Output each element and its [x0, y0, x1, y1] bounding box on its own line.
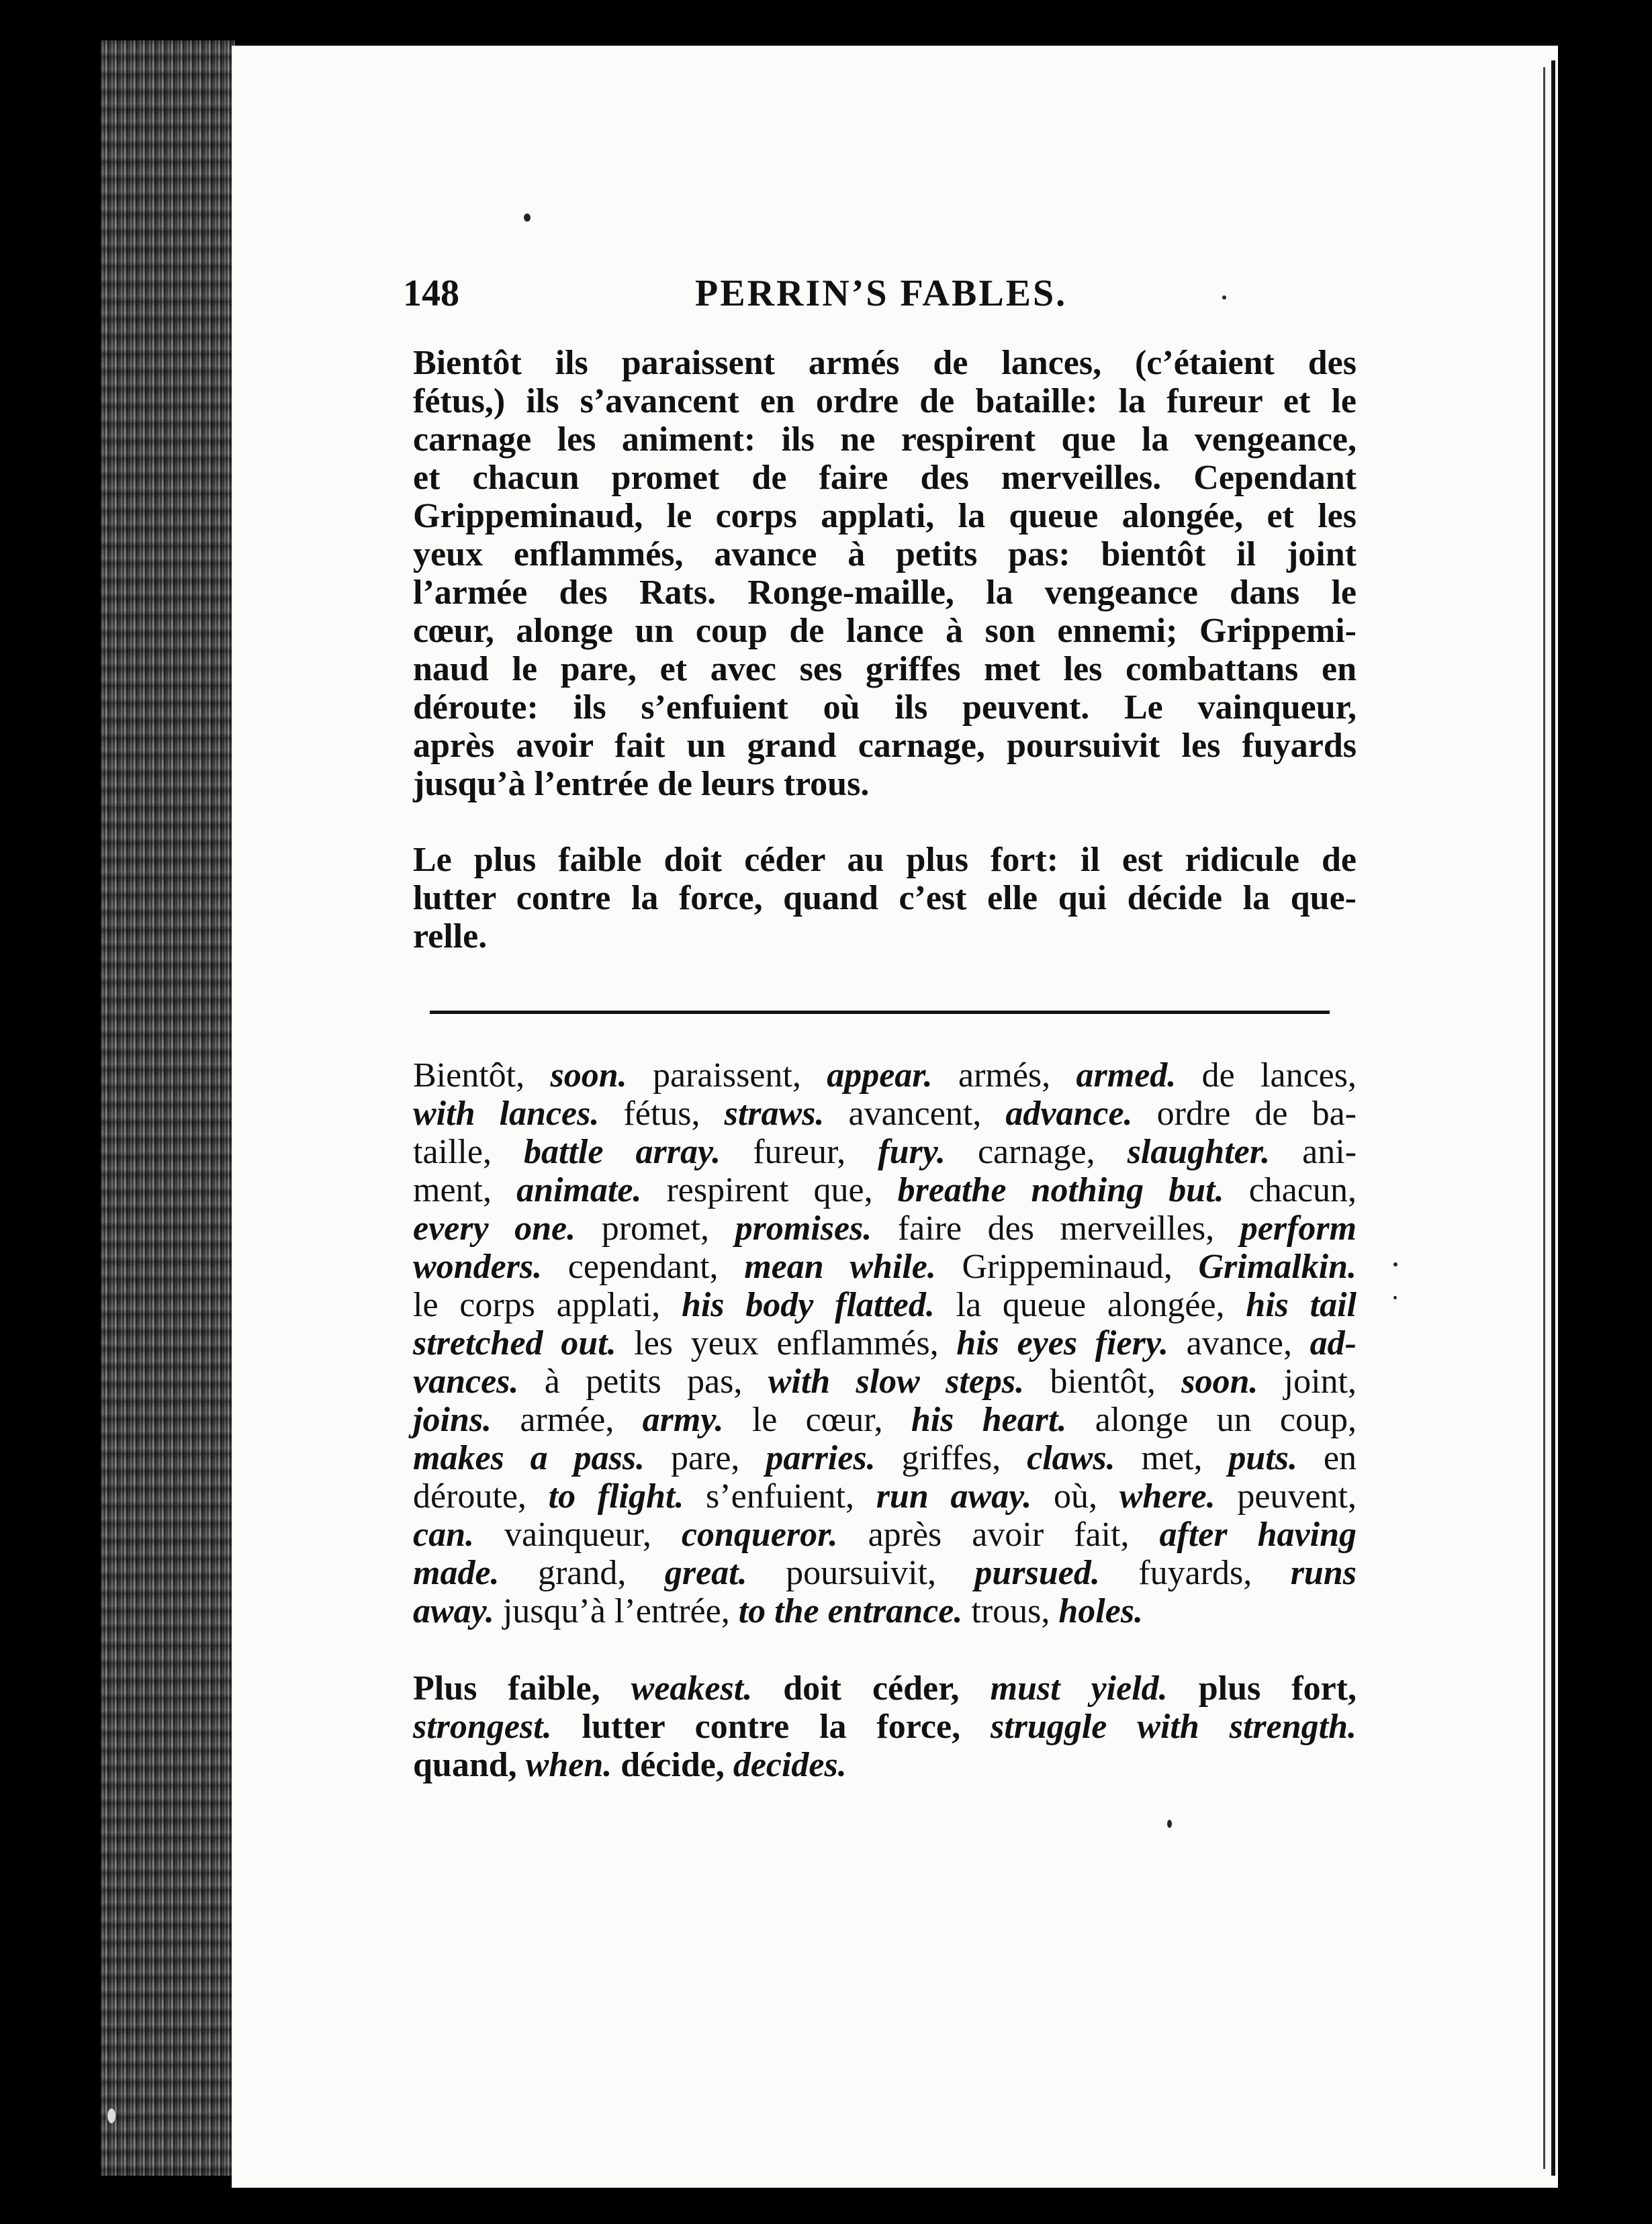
french-term: peuvent,: [1215, 1477, 1357, 1516]
french-term: la queue alongée,: [934, 1286, 1246, 1324]
text-line: fétus,) ils s’avancent en ordre de bataille: la fureur et le: [413, 382, 1357, 420]
french-term: ment,: [413, 1171, 517, 1209]
english-gloss: pursued.: [974, 1554, 1100, 1592]
english-gloss: animate.: [516, 1171, 642, 1209]
text-line: carnage les animent: ils ne respirent que la vengeance,: [413, 420, 1357, 459]
french-term: à petits pas,: [518, 1362, 768, 1401]
english-gloss: wonders.: [413, 1248, 543, 1286]
french-term: respirent que,: [641, 1171, 898, 1209]
english-gloss: every one.: [413, 1209, 576, 1248]
french-term: lutter contre la force,: [551, 1708, 991, 1746]
vocab-line: [413, 1669, 1357, 1708]
french-term: Bientôt,: [413, 1056, 551, 1095]
english-gloss: can.: [413, 1516, 474, 1554]
text-line: cœur, alonge un coup de lance à son ennemi; Grippemi-: [413, 612, 1357, 650]
vocab-line: [413, 1209, 1357, 1248]
page-number: 148: [403, 273, 459, 314]
french-term: trous,: [962, 1592, 1059, 1630]
french-term: carnage,: [945, 1133, 1128, 1171]
french-term: met,: [1115, 1439, 1229, 1477]
english-gloss: conqueror.: [681, 1516, 838, 1554]
french-term: jusqu’à l’entrée,: [494, 1592, 739, 1630]
vocab-line: [413, 1133, 1357, 1171]
french-term: cependant,: [542, 1248, 745, 1286]
running-head: [403, 272, 1357, 319]
english-gloss: appear.: [827, 1056, 933, 1095]
french-term: paraissent,: [627, 1056, 827, 1095]
french-term: bientôt,: [1024, 1362, 1182, 1401]
french-term: avancent,: [824, 1095, 1006, 1133]
text-line: déroute: ils s’enfuient où ils peuvent. Le vainqueur,: [413, 688, 1357, 727]
english-gloss: breathe nothing but.: [897, 1171, 1224, 1209]
french-term: s’enfuient,: [684, 1477, 876, 1516]
english-gloss: stretched out.: [413, 1324, 616, 1362]
french-term: déroute,: [413, 1477, 549, 1516]
ink-speck: [1393, 1262, 1397, 1266]
ink-speck: [1167, 1820, 1172, 1828]
vocab-line: [413, 1516, 1357, 1554]
french-term: de lances,: [1176, 1056, 1357, 1095]
text-line: relle.: [413, 917, 488, 956]
french-term: en: [1297, 1439, 1357, 1477]
english-gloss: away.: [413, 1592, 494, 1630]
english-gloss: run away.: [876, 1477, 1032, 1516]
ink-speck: [1393, 1296, 1397, 1299]
french-term: fétus,: [599, 1095, 725, 1133]
ink-speck: [524, 214, 531, 222]
english-gloss: made.: [413, 1554, 500, 1592]
french-term: ani-: [1270, 1133, 1357, 1171]
vocab-line: [413, 1708, 1357, 1746]
text-line: Grippeminaud, le corps applati, la queue alongée, et les: [413, 497, 1357, 535]
page-title: PERRIN’S FABLES.: [695, 273, 1068, 314]
english-gloss: battle array.: [524, 1133, 721, 1171]
section-divider: [430, 1011, 1330, 1014]
english-gloss: parries.: [766, 1439, 876, 1477]
vocab-line: [413, 1477, 1357, 1516]
french-term: chacun,: [1224, 1171, 1357, 1209]
english-gloss: when.: [525, 1746, 612, 1784]
english-gloss: mean while.: [744, 1248, 936, 1286]
french-term: armés,: [932, 1056, 1076, 1095]
fable-paragraph: [413, 344, 1357, 803]
text-line: naud le pare, et avec ses griffes met les combattans en: [413, 650, 1357, 688]
french-term: faire des merveilles,: [872, 1209, 1240, 1248]
english-gloss: where.: [1119, 1477, 1215, 1516]
french-term: Plus faible,: [413, 1669, 631, 1708]
english-gloss: weakest.: [631, 1669, 753, 1708]
french-term: le cœur,: [723, 1401, 911, 1439]
english-gloss: to flight.: [548, 1477, 684, 1516]
french-term: avance,: [1168, 1324, 1310, 1362]
french-term: le corps applati,: [413, 1286, 682, 1324]
vocab-line: [413, 1056, 1357, 1095]
english-gloss: promises.: [735, 1209, 872, 1248]
english-gloss: joins.: [413, 1401, 492, 1439]
english-gloss: claws.: [1027, 1439, 1115, 1477]
page-edges-shading: [101, 40, 235, 2176]
english-gloss: with lances.: [413, 1095, 600, 1133]
french-term: taille,: [413, 1133, 524, 1171]
vocabulary-list: [413, 1056, 1357, 1630]
english-gloss: ad-: [1310, 1324, 1357, 1362]
french-term: grand,: [499, 1554, 665, 1592]
english-gloss: soon.: [1181, 1362, 1258, 1401]
english-gloss: perform: [1240, 1209, 1357, 1248]
french-term: fuyards,: [1099, 1554, 1291, 1592]
french-term: alonge un coup,: [1066, 1401, 1357, 1439]
text-line: yeux enflammés, avance à petits pas: bientôt il joint: [413, 535, 1357, 573]
english-gloss: makes a pass.: [413, 1439, 645, 1477]
english-gloss: advance.: [1005, 1095, 1133, 1133]
english-gloss: his body flatted.: [681, 1286, 935, 1324]
english-gloss: fury.: [878, 1133, 946, 1171]
page-shadow-line: [1543, 67, 1545, 2169]
vocabulary-list-moral: [413, 1669, 1357, 1784]
french-term: joint,: [1258, 1362, 1357, 1401]
english-gloss: puts.: [1228, 1439, 1297, 1477]
english-gloss: strongest.: [413, 1708, 552, 1746]
text-line: après avoir fait un grand carnage, poursuivit les fuyards: [413, 727, 1357, 765]
vocab-line: [413, 1401, 1357, 1439]
english-gloss: Grimalkin.: [1198, 1248, 1357, 1286]
french-term: pare,: [645, 1439, 766, 1477]
english-gloss: his tail: [1246, 1286, 1357, 1324]
vocab-line: [413, 1171, 1357, 1209]
english-gloss: his eyes fiery.: [956, 1324, 1168, 1362]
french-term: vainqueur,: [474, 1516, 682, 1554]
moral-paragraph: [413, 841, 1357, 956]
vocab-line: [413, 1592, 1357, 1630]
french-term: poursuivit,: [747, 1554, 975, 1592]
french-term: quand,: [413, 1746, 526, 1784]
text-line: et chacun promet de faire des merveilles. Cependant: [413, 459, 1357, 497]
english-gloss: holes.: [1058, 1592, 1144, 1630]
english-gloss: armed.: [1076, 1056, 1177, 1095]
french-term: ordre de ba-: [1132, 1095, 1357, 1133]
vocab-line: [413, 1554, 1357, 1592]
text-line: Bientôt ils paraissent armés de lances, (c’étaient des: [413, 344, 1357, 382]
french-term: décide,: [612, 1746, 733, 1784]
vocab-line: [413, 1746, 1357, 1784]
vocab-line: [413, 1248, 1357, 1286]
vocab-line: [413, 1439, 1357, 1477]
english-gloss: runs: [1290, 1554, 1357, 1592]
french-term: armée,: [492, 1401, 643, 1439]
english-gloss: decides.: [733, 1746, 847, 1784]
vocab-line: [413, 1286, 1357, 1324]
french-term: doit céder,: [752, 1669, 991, 1708]
vocab-line: [413, 1095, 1357, 1133]
french-term: fureur,: [721, 1133, 878, 1171]
french-term: griffes,: [875, 1439, 1027, 1477]
text-line: l’armée des Rats. Ronge-maille, la vengeance dans le: [413, 573, 1357, 612]
french-term: les yeux enflammés,: [616, 1324, 957, 1362]
page-border-line: [1551, 60, 1555, 2176]
english-gloss: vances.: [413, 1362, 519, 1401]
ink-speck: [107, 2109, 116, 2123]
english-gloss: after having: [1159, 1516, 1357, 1554]
english-gloss: straws.: [724, 1095, 825, 1133]
french-term: où,: [1031, 1477, 1119, 1516]
vocab-line: [413, 1362, 1357, 1401]
french-term: Grippeminaud,: [935, 1248, 1199, 1286]
english-gloss: soon.: [550, 1056, 627, 1095]
english-gloss: slaughter.: [1127, 1133, 1271, 1171]
english-gloss: struggle with strength.: [991, 1708, 1357, 1746]
english-gloss: great.: [664, 1554, 747, 1592]
ink-speck: [1222, 295, 1226, 299]
english-gloss: to the entrance.: [738, 1592, 963, 1630]
text-line: lutter contre la force, quand c’est elle qui décide la que-: [413, 879, 1357, 917]
english-gloss: must yield.: [990, 1669, 1168, 1708]
french-term: plus fort,: [1167, 1669, 1357, 1708]
english-gloss: his heart.: [911, 1401, 1067, 1439]
french-term: promet,: [576, 1209, 735, 1248]
french-term: après avoir fait,: [837, 1516, 1160, 1554]
text-line: jusqu’à l’entrée de leurs trous.: [413, 765, 870, 803]
english-gloss: with slow steps.: [768, 1362, 1025, 1401]
english-gloss: army.: [642, 1401, 724, 1439]
text-line: Le plus faible doit céder au plus fort: il est ridicule de: [413, 841, 1357, 879]
vocab-line: [413, 1324, 1357, 1362]
